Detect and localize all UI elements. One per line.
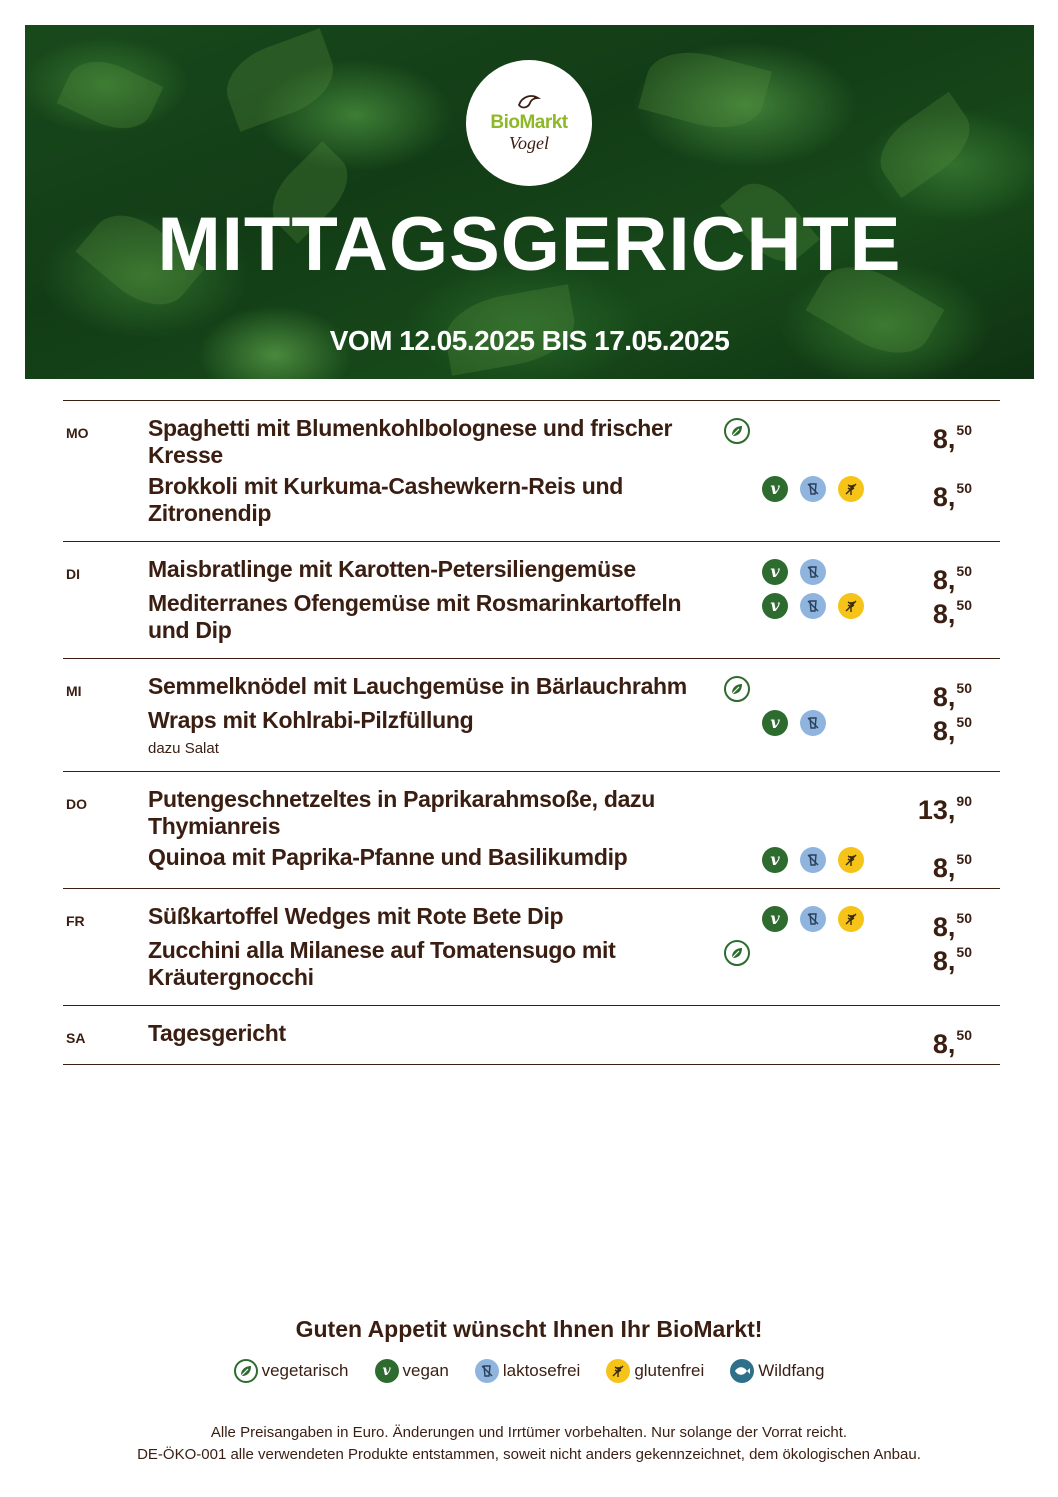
dish-name: Semmelknödel mit Lauchgemüse in Bärlauchrahm (148, 673, 687, 699)
day-row-do (63, 772, 1000, 889)
header-banner (25, 25, 1034, 379)
price-euros: 8, (932, 912, 956, 942)
lactose-free-icon (475, 1359, 499, 1383)
diet-icons (724, 940, 884, 966)
day-label: DI (66, 566, 80, 582)
diet-icons (724, 476, 884, 502)
logo-brand: BioMarkt (490, 112, 568, 133)
day-label: FR (66, 913, 85, 929)
lactose-free-icon (800, 476, 826, 502)
dish-name: Wraps mit Kohlrabi-Pilzfüllung (148, 707, 474, 733)
diet-icons (724, 676, 884, 702)
dish-item (148, 415, 1000, 469)
lactose-free-icon (800, 847, 826, 873)
gluten-free-icon (838, 847, 864, 873)
dish-price (933, 473, 972, 512)
vegan-icon: v (762, 559, 788, 585)
price-euros: 13, (917, 795, 956, 825)
page-title: MITTAGSGERICHTE (157, 202, 902, 287)
diet-icons (724, 710, 884, 736)
diet-icons (724, 1023, 884, 1049)
diet-icons (724, 789, 884, 815)
vegetarian-leaf-icon (724, 940, 750, 966)
price-cents: 50 (956, 851, 972, 867)
greeting: Guten Appetit wünscht Ihnen Ihr BioMarkt! (295, 1316, 763, 1342)
dish-item (148, 1020, 1000, 1059)
legend-label: Wildfang (758, 1361, 825, 1380)
dish-price (918, 786, 972, 825)
date-range: VOM 12.05.2025 BIS 17.05.2025 (329, 325, 730, 356)
price-cents: 50 (956, 480, 972, 496)
dish-item (148, 844, 1000, 883)
disclaimer-line: Alle Preisangaben in Euro. Änderungen und Irrtümer vorbehalten. Nur solange der Vorrat reicht. (210, 1424, 848, 1441)
legend-item-vegan (375, 1359, 449, 1383)
lactose-free-icon (800, 593, 826, 619)
diet-icons (724, 847, 884, 873)
day-label: DO (66, 796, 87, 812)
price-euros: 8, (932, 682, 956, 712)
biomarkt-logo (466, 60, 592, 186)
price-euros: 8, (932, 853, 956, 883)
diet-icons (724, 593, 884, 619)
price-cents: 50 (956, 597, 972, 613)
dish-item (148, 937, 1000, 991)
dish-item (148, 673, 1000, 712)
legend-item-vegetarisch (234, 1359, 349, 1383)
logo-subtitle: Vogel (509, 133, 549, 153)
legend-item-laktosefrei (475, 1359, 580, 1383)
legend-label: vegan (402, 1361, 449, 1380)
vegetarian-leaf-icon (724, 676, 750, 702)
dish-item (148, 590, 1000, 644)
dish-name: Quinoa mit Paprika-Pfanne und Basilikumdip (148, 844, 628, 870)
lactose-free-icon (800, 906, 826, 932)
dish-name: Maisbratlinge mit Karotten-Petersiliengemüse (148, 556, 636, 582)
vegetarian-leaf-icon (234, 1359, 258, 1383)
dish-item (148, 556, 1000, 595)
lactose-free-icon (800, 710, 826, 736)
dish-item (148, 903, 1000, 942)
price-euros: 8, (932, 716, 956, 746)
price-cents: 50 (956, 563, 972, 579)
vegan-icon: v (375, 1359, 399, 1383)
dish-name: Süßkartoffel Wedges mit Rote Bete Dip (148, 903, 564, 929)
dish-item (148, 473, 1000, 527)
legend-label: laktosefrei (502, 1361, 581, 1380)
price-cents: 50 (956, 422, 972, 438)
dish-price (933, 937, 972, 976)
dish-name: Putengeschnetzeltes in Paprikarahmsoße, dazu Thymianreis (148, 786, 656, 839)
price-cents: 90 (956, 793, 972, 809)
day-row-sa (63, 1006, 1000, 1065)
day-row-mo (63, 401, 1000, 542)
day-row-mi (63, 659, 1000, 772)
vegan-icon: v (762, 906, 788, 932)
dish-price (933, 707, 972, 746)
dish-name: Mediterranes Ofengemüse mit Rosmarinkartoffeln und Dip (148, 590, 682, 643)
dish-item (148, 707, 1000, 757)
day-row-fr (63, 889, 1000, 1006)
gluten-free-icon (838, 476, 864, 502)
day-label: MO (66, 425, 89, 441)
vegan-icon: v (762, 847, 788, 873)
dish-name: Spaghetti mit Blumenkohlbolognese und frischer Kresse (148, 415, 673, 468)
day-row-di (63, 542, 1000, 659)
vegetarian-leaf-icon (724, 418, 750, 444)
day-label: SA (66, 1030, 86, 1046)
legend-label: glutenfrei (634, 1361, 705, 1380)
diet-icons (724, 418, 884, 444)
price-euros: 8, (932, 599, 956, 629)
diet-icons (724, 559, 884, 585)
wild-caught-fish-icon (730, 1359, 754, 1383)
price-euros: 8, (932, 424, 956, 454)
price-euros: 8, (932, 1029, 956, 1059)
price-cents: 50 (956, 910, 972, 926)
dish-item (148, 786, 1000, 840)
dish-price (933, 844, 972, 883)
gluten-free-icon (838, 593, 864, 619)
icon-legend (0, 1359, 1058, 1383)
dish-name: Brokkoli mit Kurkuma-Cashewkern-Reis und Zitronendip (148, 473, 623, 526)
price-euros: 8, (932, 565, 956, 595)
dish-price (933, 415, 972, 454)
legend-label: vegetarisch (261, 1361, 349, 1380)
menu-table (63, 400, 1000, 1065)
legend-item-glutenfrei (606, 1359, 704, 1383)
bird-logo-icon (516, 93, 542, 111)
vegan-icon: v (762, 710, 788, 736)
vegan-icon: v (762, 476, 788, 502)
price-euros: 8, (932, 482, 956, 512)
price-cents: 50 (956, 944, 972, 960)
dish-note: dazu Salat (148, 740, 219, 757)
price-cents: 50 (956, 1027, 972, 1043)
dish-price (933, 590, 972, 629)
price-cents: 50 (956, 680, 972, 696)
dish-name: Tagesgericht (148, 1020, 286, 1046)
diet-icons (724, 906, 884, 932)
price-cents: 50 (956, 714, 972, 730)
disclaimer-line: DE-ÖKO-001 alle verwendeten Produkte entstammen, soweit nicht anders gekennzeichnet, dem ökologischen Anbau. (137, 1446, 921, 1463)
dish-price (933, 1020, 972, 1059)
legend-item-wildfang (730, 1359, 824, 1383)
price-euros: 8, (932, 946, 956, 976)
gluten-free-icon (606, 1359, 630, 1383)
day-label: MI (66, 683, 82, 699)
disclaimer (0, 1422, 1058, 1466)
gluten-free-icon (838, 906, 864, 932)
lactose-free-icon (800, 559, 826, 585)
vegan-icon: v (762, 593, 788, 619)
dish-name: Zucchini alla Milanese auf Tomatensugo mit Kräutergnocchi (148, 937, 616, 990)
